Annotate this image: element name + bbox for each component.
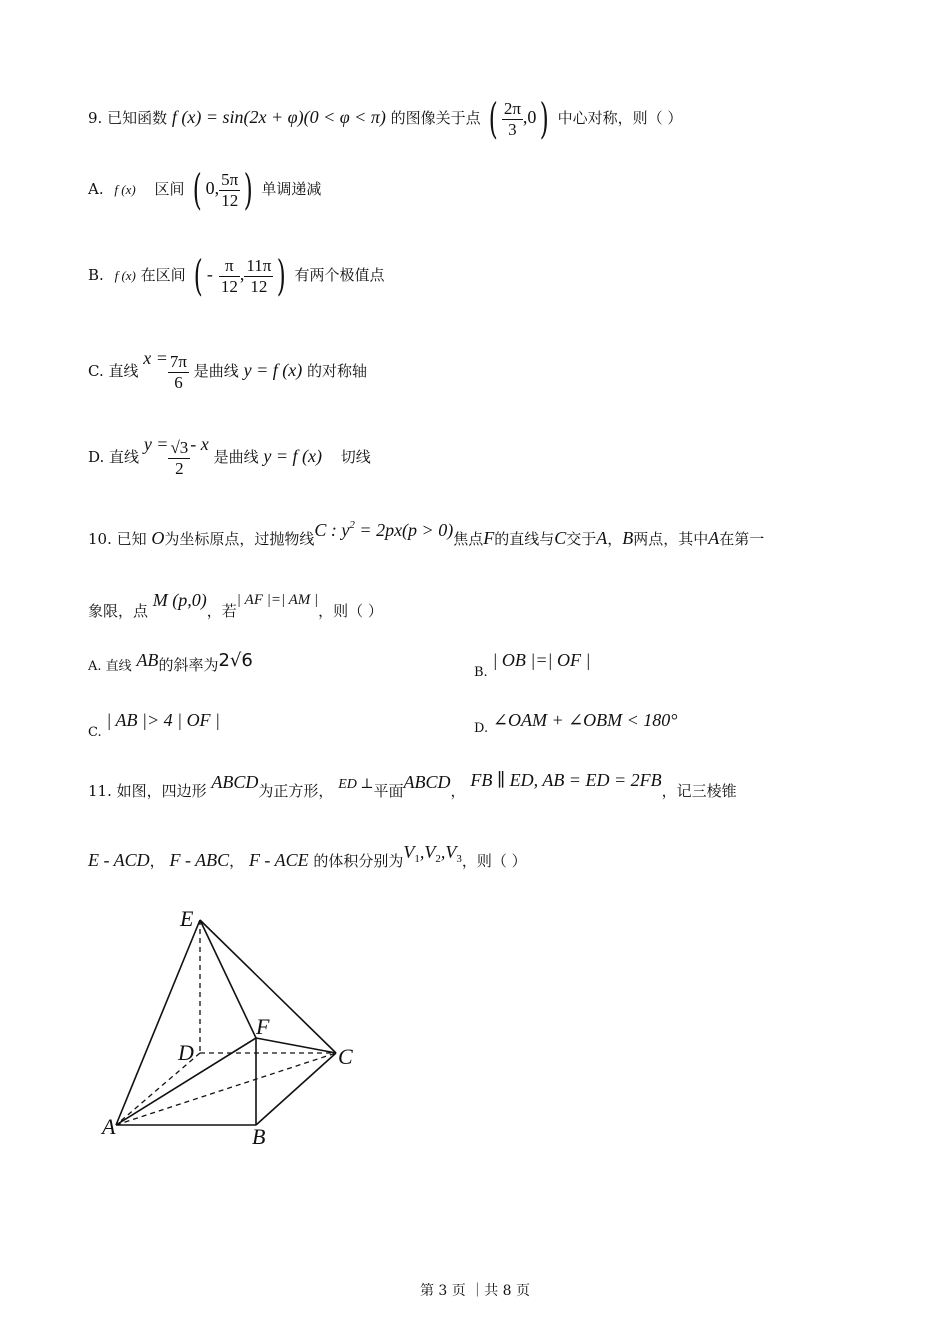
subscript: 3 xyxy=(456,853,462,865)
q9-point-fraction xyxy=(502,99,523,140)
curve-C: C xyxy=(554,528,567,548)
q9-c-curve: y = f (x) xyxy=(243,360,303,380)
q9-a-text1: 区间 xyxy=(154,180,185,198)
edge-BC xyxy=(256,1053,336,1125)
q11-stem-line1 xyxy=(88,770,737,801)
q10-condition: | AF |=| AM | xyxy=(236,592,319,608)
point-A: A xyxy=(708,528,720,548)
q9-stem-suffix: 中心对称，则（ ） xyxy=(557,109,683,127)
q9-a-fraction xyxy=(219,170,240,211)
q10-d-expr: ∠OAM + ∠OBM < 180° xyxy=(492,710,678,730)
q10-option-b xyxy=(474,650,590,683)
q10-stem-line1 xyxy=(88,515,764,549)
minus-sign: - xyxy=(206,264,213,284)
q9-b-fraction-1 xyxy=(219,256,240,297)
q10-text-a: 为坐标原点，过抛物线 xyxy=(164,530,315,548)
left-paren: ( xyxy=(192,165,202,214)
label-D: D xyxy=(178,1040,194,1065)
ED-perp: ED ⊥ xyxy=(338,777,374,792)
q11-text-e: ，则（ ） xyxy=(461,852,527,870)
q11-condition: FB ∥ ED, AB = ED = 2FB xyxy=(470,770,662,790)
q11-text-a: 为正方形， xyxy=(258,782,334,800)
edge-EA xyxy=(116,920,200,1125)
q11-prefix: 11. 如图，四边形 xyxy=(88,782,207,800)
fraction-denominator: 12 xyxy=(250,276,268,296)
q11-text-c: ，记三棱锥 xyxy=(661,782,737,800)
q10-text-e: 两点，其中 xyxy=(633,530,709,548)
option-label: A. xyxy=(88,180,104,198)
option-label: A. 直线 xyxy=(88,659,132,674)
left-paren: ( xyxy=(194,251,204,300)
option-label: B. xyxy=(88,266,104,284)
q9-b-fraction-2 xyxy=(244,256,273,297)
q9-option-b xyxy=(88,250,384,298)
q10-option-c xyxy=(88,710,220,743)
comma: ， xyxy=(607,530,623,548)
right-paren: ) xyxy=(243,165,253,214)
fraction-denominator: 3 xyxy=(508,119,517,139)
geometry-figure xyxy=(96,900,376,1164)
q9-c-lhs: x = xyxy=(143,348,168,368)
left-paren: ( xyxy=(489,94,499,143)
q9-stem xyxy=(88,94,683,143)
q9-b-fx: f (x) xyxy=(114,268,136,283)
q9-c-tail: 的对称轴 xyxy=(306,362,367,380)
volume-V: V xyxy=(403,842,415,862)
q11-stem-line2 xyxy=(88,842,527,871)
subscript: 1 xyxy=(414,853,420,865)
q9-option-d xyxy=(88,420,371,478)
q11-text-b: 平面 xyxy=(373,782,404,800)
fraction-numerator: 5π xyxy=(221,169,239,189)
comma: ， xyxy=(229,852,245,870)
q10-parabola xyxy=(314,520,453,540)
fraction-numerator: π xyxy=(219,256,240,277)
parabola-rhs: = 2px(p > 0) xyxy=(359,520,454,540)
fraction-denominator: 12 xyxy=(220,276,238,296)
comma: ， xyxy=(450,782,466,800)
q9-option-a xyxy=(88,164,321,212)
q11-text-d: 的体积分别为 xyxy=(313,852,404,870)
label-B: B xyxy=(252,1124,266,1149)
q9-c-text: 是曲线 xyxy=(193,362,239,380)
q9-d-tail: 切线 xyxy=(340,448,371,466)
point-F: F xyxy=(483,528,495,548)
point-A: A xyxy=(596,528,608,548)
fraction-denominator: 2 xyxy=(175,458,184,478)
point-O: O xyxy=(151,528,165,548)
edge-EF xyxy=(200,920,256,1038)
slope-value: 2√6 xyxy=(218,650,253,671)
fraction-denominator: 6 xyxy=(174,372,183,392)
q9-function: f (x) = sin(2x + φ)(0 < φ < π) xyxy=(171,107,386,127)
right-paren: ) xyxy=(276,251,286,300)
option-label: C. 直线 xyxy=(88,362,139,380)
option-label: C. xyxy=(88,725,102,740)
point-M: M (p,0) xyxy=(152,590,207,610)
pyramid-E-ACD: E - ACD xyxy=(88,850,150,870)
label-E: E xyxy=(180,906,194,931)
right-paren: ) xyxy=(540,94,550,143)
q10-text-g: 象限，点 xyxy=(88,602,149,620)
label-F: F xyxy=(256,1014,270,1039)
q9-d-text: 是曲线 xyxy=(213,448,259,466)
q10-option-d xyxy=(474,710,678,739)
label-C: C xyxy=(338,1044,353,1069)
q10-text-h: ，若 xyxy=(206,602,237,620)
q10-c-expr: | AB |> 4 | OF | xyxy=(106,710,221,730)
q9-stem-prefix: 9. 已知函数 xyxy=(88,109,168,127)
q9-d-curve: y = f (x) xyxy=(263,446,322,466)
q9-option-c xyxy=(88,334,367,392)
q10-a-text: 的斜率为 xyxy=(158,656,219,674)
superscript: 2 xyxy=(349,519,355,531)
option-label: D. xyxy=(474,721,489,736)
q10-option-a xyxy=(88,650,253,677)
edge-AC xyxy=(116,1053,336,1125)
q9-a-frac-lead: 0, xyxy=(205,178,220,198)
line-AB: AB xyxy=(136,650,159,670)
fraction-numerator: 11π xyxy=(246,255,272,275)
q9-b-text2: 有两个极值点 xyxy=(294,266,385,284)
q10-text-b: 焦点 xyxy=(453,530,484,548)
pyramid-F-ACE: F - ACE xyxy=(248,850,309,870)
pyramid-F-ABC: F - ABC xyxy=(169,850,230,870)
parabola-lhs: C : y xyxy=(314,520,350,540)
q9-b-text1: 在区间 xyxy=(140,266,186,284)
q9-d-lhs: y = xyxy=(143,434,169,454)
q10-prefix: 10. 已知 xyxy=(88,530,147,548)
comma: ， xyxy=(149,852,165,870)
square-ABCD: ABCD xyxy=(211,772,259,792)
q9-stem-mid: 的图像关于点 xyxy=(390,109,481,127)
plane-ABCD: ABCD xyxy=(403,772,451,792)
volumes: $V_1,V_2,V_3$ xyxy=(403,842,462,865)
q9-a-text2: 单调递减 xyxy=(261,180,322,198)
q10-stem-line2 xyxy=(88,590,383,621)
volume-V: V xyxy=(445,842,457,862)
comma: , xyxy=(239,264,245,284)
point-B: B xyxy=(622,528,634,548)
q9-d-rest: - x xyxy=(190,434,209,454)
pyramid-diagram xyxy=(96,900,376,1160)
q10-text-c: 的直线与 xyxy=(494,530,555,548)
fraction-numerator: √3 xyxy=(170,437,189,457)
q10-text-f: 在第一 xyxy=(719,530,765,548)
volume-V: V xyxy=(424,842,436,862)
q9-c-fraction xyxy=(168,352,189,393)
fraction-numerator: 7π xyxy=(169,351,187,371)
q9-a-fx: f (x) xyxy=(114,182,136,197)
q10-text-i: ，则（ ） xyxy=(318,602,383,620)
option-label: D. 直线 xyxy=(88,448,140,466)
q9-point-tail: ,0 xyxy=(522,107,537,127)
option-label: B. xyxy=(474,665,488,680)
label-A: A xyxy=(102,1114,116,1139)
q10-b-expr: | OB |=| OF | xyxy=(492,650,591,670)
page-footer: 第 3 页 ｜共 8 页 xyxy=(419,1283,531,1299)
q10-text-d: 交于 xyxy=(566,530,597,548)
subscript: 2 xyxy=(435,853,441,865)
q9-d-fraction xyxy=(168,438,190,479)
fraction-numerator: 2π xyxy=(503,98,521,118)
fraction-denominator: 12 xyxy=(221,190,239,210)
